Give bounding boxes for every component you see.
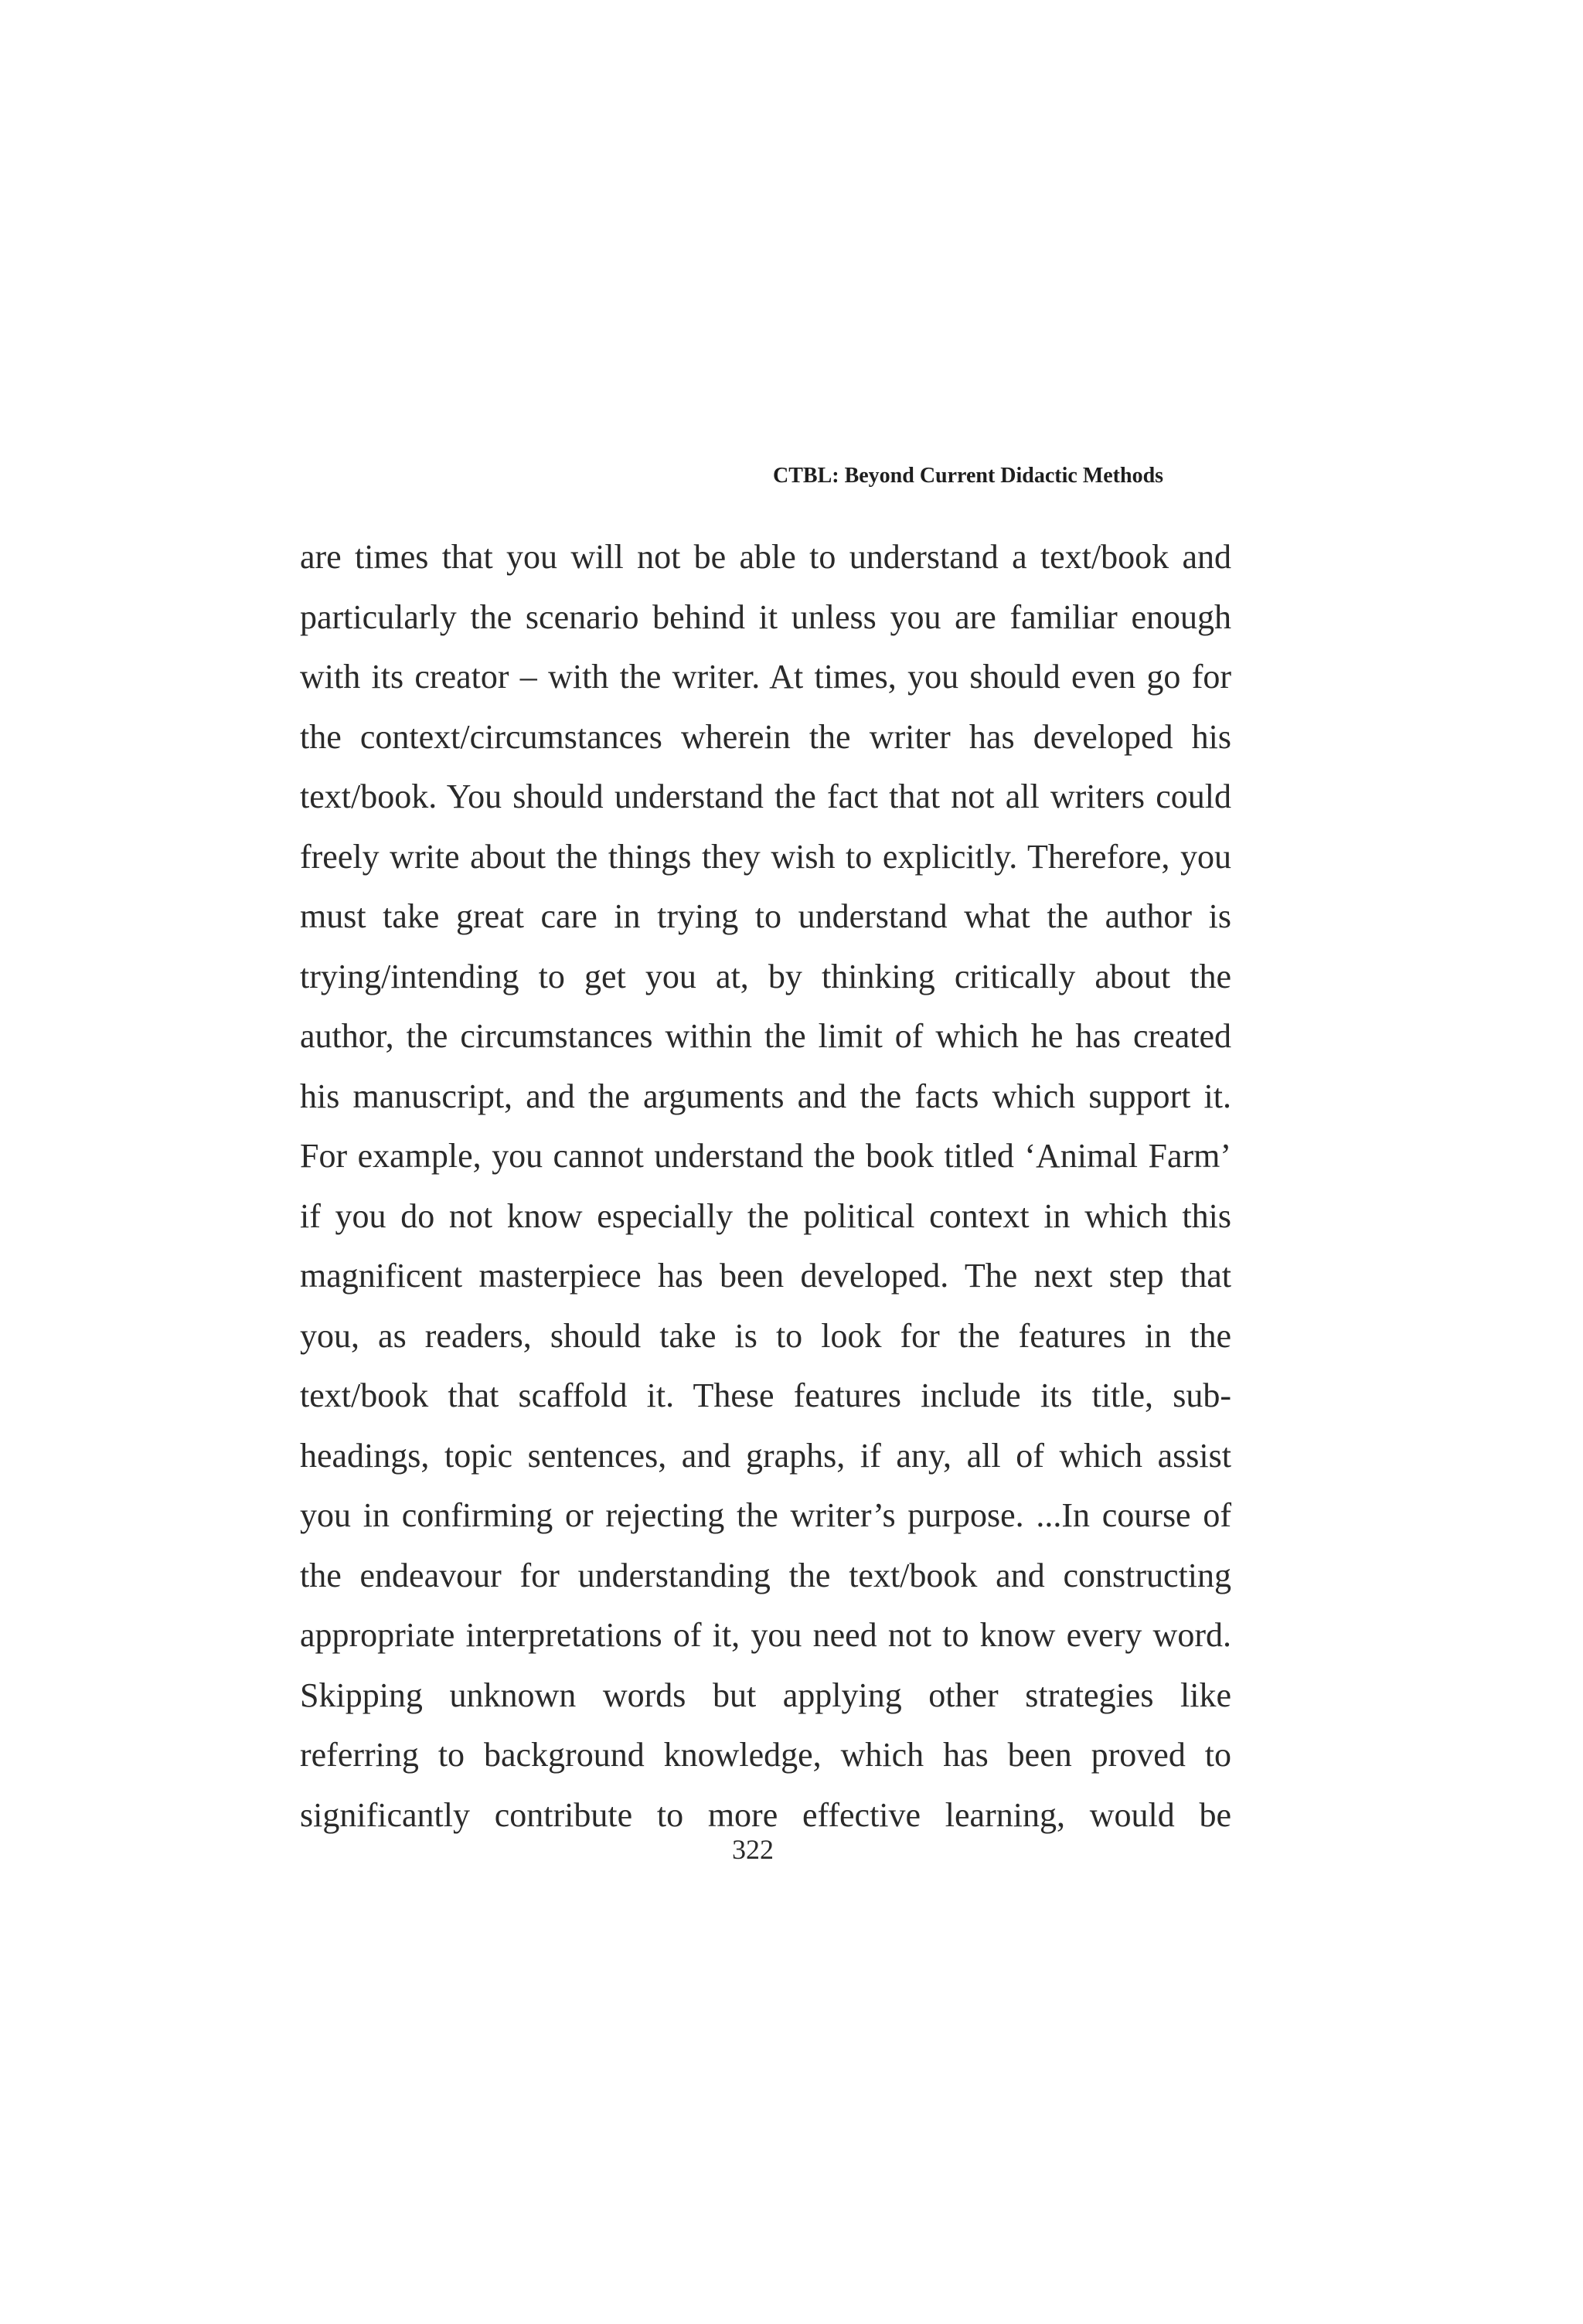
text-line: For example, you cannot understand the book titled ‘Animal Farm’ [300, 1137, 1231, 1175]
text-line: referring to background knowledge, which has been proved to [300, 1736, 1231, 1774]
text-line: author, the circumstances within the limit of which he has created [300, 1017, 1231, 1055]
text-line: particularly the scenario behind it unless you are familiar enough [300, 597, 1231, 636]
text-line: trying/intending to get you at, by thinking critically about the [300, 957, 1231, 995]
text-line: text/book. You should understand the fact that not all writers could [300, 778, 1231, 815]
text-line: freely write about the things they wish to explicitly. Therefore, you [300, 837, 1231, 876]
text-line: text/book that scaffold it. These features include its title, sub- [300, 1376, 1231, 1414]
text-line: must take great care in trying to understand what the author is [300, 897, 1231, 935]
page-number: 322 [732, 1834, 774, 1865]
page-number-container [0, 1833, 1583, 1866]
text-line: are times that you will not be able to understand a text/book and [300, 538, 1231, 576]
text-line: Skipping unknown words but applying other strategies like [300, 1676, 1231, 1714]
running-header: CTBL: Beyond Current Didactic Methods [773, 464, 1164, 488]
text-line: his manuscript, and the arguments and the facts which support it. [300, 1077, 1231, 1115]
text-line: you, as readers, should take is to look for the features in the [300, 1316, 1231, 1355]
text-line: if you do not know especially the political context in which this [300, 1196, 1231, 1235]
body-text [300, 533, 1231, 1851]
text-line: you in confirming or rejecting the writer’s purpose. ...In course of [300, 1496, 1231, 1534]
text-line: the endeavour for understanding the text/book and constructing [300, 1556, 1231, 1594]
text-line: significantly contribute to more effective learning, would be [300, 1795, 1231, 1834]
text-line: headings, topic sentences, and graphs, if any, all of which assist [300, 1436, 1231, 1475]
text-line: the context/circumstances wherein the writer has developed his [300, 717, 1231, 756]
text-line: with its creator – with the writer. At times, you should even go for [300, 658, 1231, 696]
text-line: appropriate interpretations of it, you need not to know every word. [300, 1616, 1231, 1654]
text-line: magnificent masterpiece has been developed. The next step that [300, 1257, 1231, 1295]
